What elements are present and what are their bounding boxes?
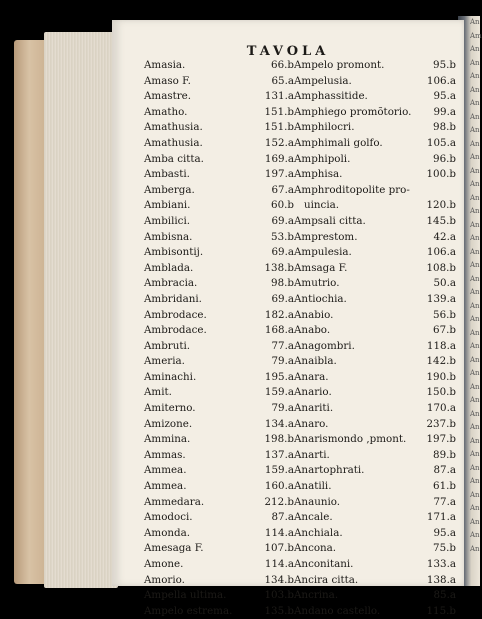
entry-name: Ampelo promont. (294, 59, 385, 71)
index-entry (144, 401, 294, 417)
index-entry (144, 432, 294, 448)
entry-name: Ancrina. (294, 589, 339, 602)
index-entry (294, 230, 456, 246)
facing-page-fragment: An (470, 436, 480, 445)
index-entry (144, 292, 294, 308)
facing-page-fragment: An (470, 234, 480, 242)
entry-name: Anchiala. (294, 526, 343, 539)
facing-page-fragment: An (470, 58, 480, 67)
index-entry (144, 183, 294, 199)
entry-reference: 67.b (433, 324, 456, 337)
entry-reference: 159.a (264, 464, 294, 477)
index-entry (294, 183, 456, 199)
open-book (14, 12, 482, 617)
entry-name: Amiterno. (144, 402, 196, 415)
index-entry (294, 89, 456, 105)
index-entry (294, 354, 456, 370)
entry-name: Ampelusia. (294, 74, 352, 87)
index-entry (144, 308, 294, 324)
index-entry (294, 448, 456, 464)
entry-name: Amphiego promõtorio. (294, 105, 412, 118)
entry-reference: 150.b (426, 386, 456, 399)
entry-reference: 95.a (433, 90, 456, 103)
entry-reference: 69.a (271, 246, 294, 259)
index-entry (144, 557, 294, 573)
index-entry (294, 323, 456, 339)
entry-name: Amizone. (144, 417, 193, 430)
entry-name: Anabio. (294, 308, 334, 321)
facing-page-fragment: An (470, 207, 480, 215)
facing-page-fragment: An (470, 261, 480, 269)
index-entry (294, 541, 456, 557)
entry-name: Anaunio. (294, 495, 341, 508)
facing-page-fragment: An (470, 247, 480, 256)
index-entry (144, 510, 294, 526)
entry-name: Ammea. (144, 464, 187, 477)
entry-name: uincia. (304, 199, 340, 212)
index-entry (294, 588, 456, 604)
index-entry (144, 136, 294, 152)
facing-page-fragment: An (470, 288, 480, 296)
entry-reference: 87.a (433, 464, 456, 477)
entry-reference: 145.b (426, 214, 456, 227)
index-entry (144, 245, 294, 261)
entry-reference: 69.a (271, 292, 294, 305)
facing-page-fragment: An (470, 166, 480, 175)
entry-reference: 169.a (264, 152, 294, 165)
index-entry (294, 526, 456, 542)
entry-name: Anconitani. (294, 558, 354, 570)
entry-reference: 182.a (264, 308, 294, 321)
entry-name: Aminachi. (144, 370, 197, 383)
index-entry (144, 495, 294, 511)
entry-reference: 79.a (271, 402, 294, 415)
entry-name: Amphipoli. (294, 152, 351, 165)
entry-reference: 61.b (433, 480, 456, 493)
facing-page-fragment: An (470, 369, 480, 377)
index-entry (144, 276, 294, 292)
entry-reference: 195.a (264, 370, 294, 383)
entry-name: Amsaga F. (294, 261, 348, 274)
entry-reference: 108.b (426, 261, 456, 274)
entry-reference: 69.a (271, 214, 294, 227)
entry-name: Ancira citta. (294, 573, 359, 586)
entry-reference: 96.b (433, 152, 456, 165)
index-entry (144, 541, 294, 557)
index-entry (294, 417, 456, 433)
index-entry (294, 495, 456, 511)
entry-reference: 65.a (271, 74, 294, 87)
facing-page-fragment: An (470, 396, 480, 404)
entry-reference: 99.a (433, 105, 456, 118)
entry-reference: 135.b (264, 604, 294, 617)
facing-page-fragment: An (470, 463, 480, 472)
entry-reference: 87.a (271, 511, 294, 524)
entry-name: Ambracia. (144, 277, 198, 290)
entry-name: Amatho. (144, 105, 188, 118)
entry-name: Amutrio. (294, 277, 340, 290)
entry-reference: 114.a (264, 526, 294, 539)
index-entry (294, 510, 456, 526)
entry-reference: 100.b (426, 168, 456, 181)
index-entry (294, 120, 456, 136)
index-entry (144, 354, 294, 370)
entry-reference: 142.b (426, 355, 456, 368)
entry-reference: 77.a (433, 495, 456, 508)
entry-name: Ambiani. (144, 199, 191, 212)
entry-name: Ampelo estrema. (144, 604, 233, 617)
entry-reference: 98.b (433, 121, 456, 134)
entry-reference: 79.a (271, 355, 294, 368)
index-entry (294, 58, 456, 74)
entry-reference: 131.a (264, 90, 294, 103)
entry-name: Ammina. (144, 433, 191, 446)
entry-name: Amberga. (144, 183, 195, 196)
entry-name: Ambridani. (144, 292, 202, 305)
entry-reference: 114.a (264, 558, 294, 570)
index-entry (294, 105, 456, 121)
entry-reference: 171.a (426, 511, 456, 524)
entry-name: Amonda. (144, 526, 191, 539)
entry-name: Amaso F. (144, 74, 191, 87)
entry-reference: 151.b (264, 105, 294, 118)
entry-name: Amastre. (144, 90, 192, 103)
entry-name: Ammea. (144, 480, 187, 493)
entry-name: Ambisna. (144, 230, 193, 243)
entry-name: Ampsali citta. (294, 214, 366, 227)
index-entry (144, 604, 294, 619)
index-entry (294, 261, 456, 277)
facing-page-fragment: An (470, 85, 480, 94)
entry-name: Amathusia. (144, 136, 203, 149)
entry-name: Anaibla. (294, 355, 337, 368)
entry-reference: 198.b (264, 433, 294, 446)
entry-name: Ambasti. (144, 168, 190, 181)
entry-name: Ambruti. (144, 339, 191, 352)
entry-reference: 60.b (271, 199, 294, 212)
entry-name: Anatili. (294, 480, 332, 493)
facing-page-fragment: An (470, 544, 480, 553)
entry-name: Ampulesia. (294, 246, 352, 259)
entry-name: Amit. (144, 386, 172, 399)
entry-name: Anartophrati. (294, 464, 365, 477)
index-entry (144, 463, 294, 479)
entry-reference: 106.a (426, 246, 456, 259)
facing-page-fragment: An (470, 139, 480, 148)
entry-reference: 103.b (264, 589, 294, 602)
entry-reference: 138.a (426, 573, 456, 586)
index-entry (144, 74, 294, 90)
entry-reference: 115.b (426, 604, 456, 617)
index-entry (294, 401, 456, 417)
index-entry (144, 448, 294, 464)
entry-reference: 212.b (264, 495, 294, 508)
left-index-column (144, 58, 294, 619)
entry-reference: 138.b (264, 261, 294, 274)
entry-name: Andano castello. (294, 604, 381, 617)
entry-name: Amasia. (144, 59, 186, 71)
facing-page-fragment: Am (470, 31, 482, 40)
facing-page-fragment: An (470, 18, 480, 26)
index-entry (294, 276, 456, 292)
entry-name: Antiochia. (294, 292, 347, 305)
entry-reference: 170.a (426, 402, 456, 415)
index-entry (294, 432, 456, 448)
entry-name: Ammedara. (144, 495, 205, 508)
entry-reference: 190.b (426, 370, 456, 383)
entry-reference: 159.a (264, 386, 294, 399)
entry-reference: 77.a (271, 339, 294, 352)
entry-reference: 133.a (426, 558, 456, 570)
facing-page-fragment: An (470, 423, 480, 431)
index-entry (144, 573, 294, 589)
index-entry (294, 604, 456, 619)
entry-name: Amphimali golfo. (294, 136, 383, 149)
facing-page-fragment: An (470, 504, 480, 512)
entry-name: Amesaga F. (144, 542, 204, 555)
facing-page-fragment: An (470, 409, 480, 418)
right-index-column (294, 58, 456, 619)
index-entry (144, 89, 294, 105)
index-entry (144, 479, 294, 495)
index-entry (144, 198, 294, 214)
index-entry (144, 588, 294, 604)
entry-name: Amprestom. (294, 230, 358, 243)
page-title: TAVOLA (246, 44, 330, 59)
index-entry (294, 479, 456, 495)
index-entry (294, 339, 456, 355)
entry-name: Ameria. (144, 355, 185, 368)
entry-name: Ancale. (294, 511, 333, 524)
index-entry (144, 370, 294, 386)
facing-page-fragment: An (470, 180, 480, 188)
entry-reference: 95.b (433, 59, 456, 71)
index-entry (144, 339, 294, 355)
entry-name: Amphilocri. (294, 121, 355, 134)
entry-name: Ambilici. (144, 214, 191, 227)
entry-reference: 107.b (264, 542, 294, 555)
entry-name: Amblada. (144, 261, 194, 274)
entry-name: Amathusia. (144, 121, 203, 134)
entry-reference: 53.b (271, 230, 294, 243)
facing-page-fragment: An (470, 72, 480, 80)
entry-reference: 120.b (426, 199, 456, 212)
facing-page-fragment: An (470, 328, 480, 337)
index-entry (294, 557, 456, 573)
entry-reference: 75.b (433, 542, 456, 555)
entry-name: Amphassitide. (294, 90, 368, 103)
entry-reference: 85.a (433, 589, 456, 602)
entry-name: Anagombri. (294, 339, 355, 352)
entry-reference: 105.a (426, 136, 456, 149)
entry-reference: 168.a (264, 324, 294, 337)
facing-page-fragment: An (470, 45, 480, 53)
index-entry (144, 105, 294, 121)
entry-reference: 89.b (433, 448, 456, 461)
index-entry (294, 292, 456, 308)
index-entry (144, 167, 294, 183)
entry-reference: 139.a (426, 292, 456, 305)
index-entry (144, 152, 294, 168)
index-entry (144, 230, 294, 246)
facing-page-fragment: An (470, 274, 480, 283)
index-page (112, 20, 464, 617)
entry-reference: 197.a (264, 168, 294, 181)
entry-reference: 50.a (433, 277, 456, 290)
facing-page-fragment: An (470, 112, 480, 121)
index-entry (144, 58, 294, 74)
entry-name: Amphroditopolite pro- (294, 183, 410, 196)
facing-page-fragment: An (470, 490, 480, 499)
entry-name: Ambrodace. (144, 324, 207, 337)
entry-name: Amphisa. (294, 168, 343, 181)
entry-name: Amodoci. (144, 511, 193, 524)
entry-reference: 134.b (264, 573, 294, 586)
index-entry (294, 167, 456, 183)
index-entry (144, 385, 294, 401)
entry-name: Ampella ultima. (144, 589, 227, 602)
facing-page-fragment: An (470, 220, 480, 229)
index-entry (294, 573, 456, 589)
facing-page-fragment: An (470, 301, 480, 310)
entry-reference: 95.a (433, 526, 456, 539)
index-entry (144, 261, 294, 277)
index-entry (294, 370, 456, 386)
entry-reference: 152.a (264, 136, 294, 149)
entry-name: Ammas. (144, 448, 186, 461)
page-edges (44, 32, 118, 588)
facing-page-fragment: An (470, 153, 480, 161)
index-entry (144, 526, 294, 542)
entry-reference: 134.a (264, 417, 294, 430)
index-entry (294, 136, 456, 152)
facing-page-fragment: An (470, 450, 480, 458)
entry-reference: 160.a (264, 480, 294, 493)
entry-name: Ancona. (294, 542, 337, 555)
entry-name: Anarismondo ,pmont. (294, 433, 407, 446)
index-entry (144, 417, 294, 433)
entry-reference: 151.b (264, 121, 294, 134)
entry-reference: 197.b (426, 433, 456, 446)
entry-reference: 67.a (271, 183, 294, 196)
facing-page-fragment: An (470, 315, 480, 323)
index-entry (294, 463, 456, 479)
entry-name: Anarti. (294, 448, 330, 461)
entry-name: Ambisontij. (144, 246, 204, 259)
entry-reference: 56.b (433, 308, 456, 321)
entry-name: Anario. (294, 386, 332, 399)
entry-reference: 106.a (426, 74, 456, 87)
entry-reference: 98.b (271, 277, 294, 290)
index-entry (294, 385, 456, 401)
entry-name: Anabo. (294, 324, 331, 337)
facing-page-fragment: An (470, 342, 480, 350)
entry-name: Amone. (144, 558, 184, 570)
entry-name: Ambrodace. (144, 308, 207, 321)
entry-reference: 137.a (264, 448, 294, 461)
entry-name: Anaro. (294, 417, 329, 430)
facing-page-fragment: An (470, 477, 480, 485)
index-entry (144, 214, 294, 230)
entry-reference: 42.a (433, 230, 456, 243)
entry-reference: 118.a (426, 339, 456, 352)
facing-page-fragment: An (470, 355, 480, 364)
index-entry (144, 323, 294, 339)
index-entry (294, 214, 456, 230)
entry-reference: 66.b (271, 59, 294, 71)
index-entry (294, 198, 456, 214)
facing-page-fragment: An (470, 531, 480, 539)
facing-page-fragment: An (470, 382, 480, 391)
index-entry (294, 308, 456, 324)
index-entry (294, 74, 456, 90)
facing-page-fragment: An (470, 99, 480, 107)
facing-page-fragment: An (470, 126, 480, 134)
index-entry (294, 152, 456, 168)
index-entry (294, 245, 456, 261)
entry-name: Amorio. (144, 573, 185, 586)
entry-name: Anariti. (294, 402, 334, 415)
entry-reference: 237.b (426, 417, 456, 430)
index-entry (144, 120, 294, 136)
entry-name: Amba citta. (144, 152, 204, 165)
entry-name: Anara. (294, 370, 329, 383)
facing-page-fragment: An (470, 517, 480, 526)
facing-page-fragment: An (470, 193, 480, 202)
